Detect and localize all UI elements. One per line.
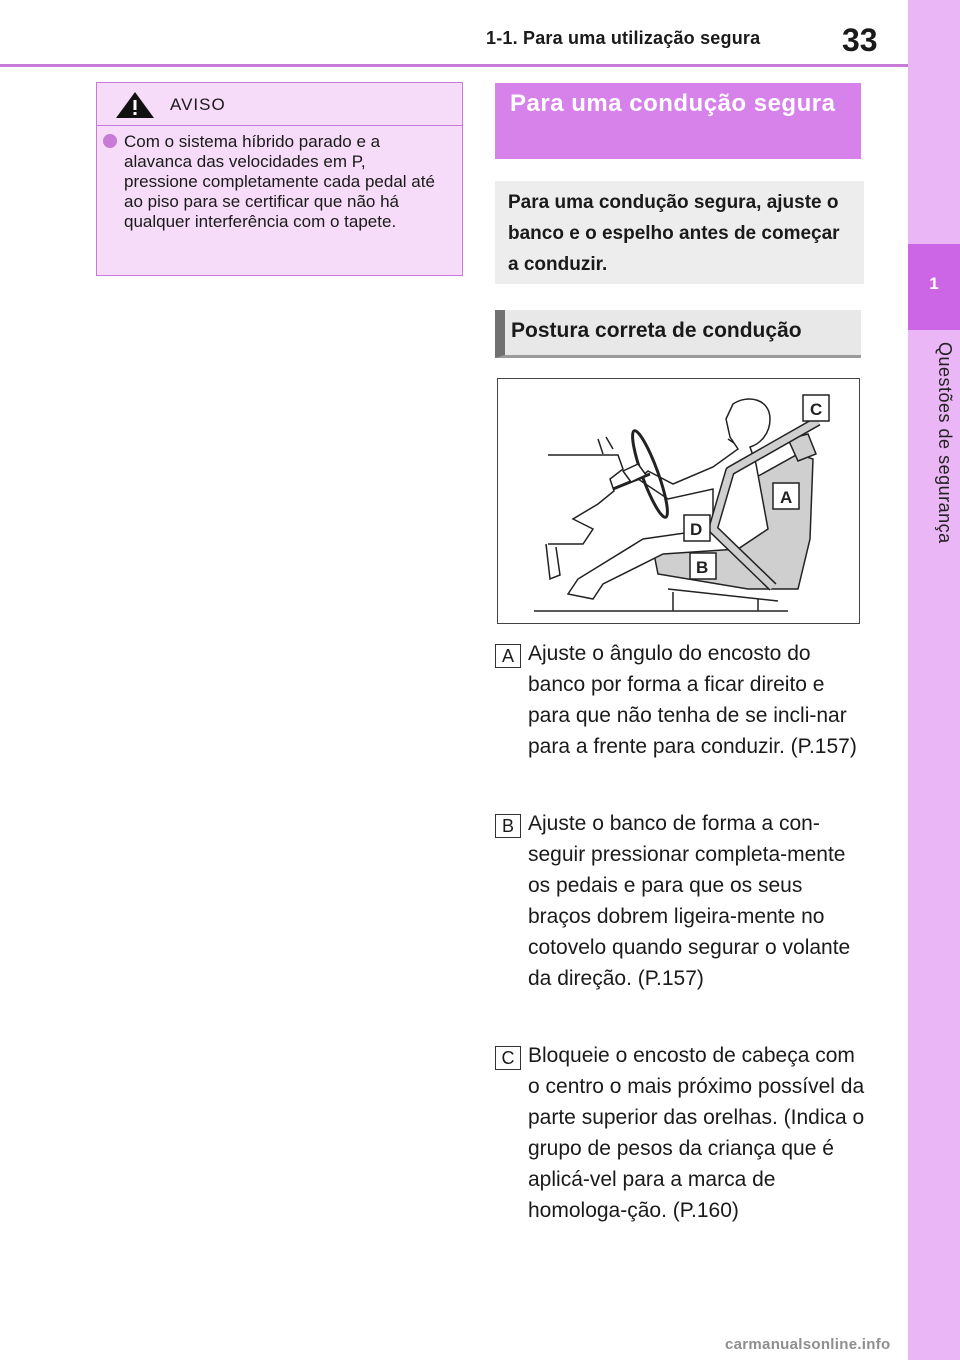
warning-triangle-icon (115, 91, 155, 119)
page-number: 33 (842, 22, 878, 58)
intro-text: Para uma condução segura, ajuste o banco e o espelho antes de começar a conduzir. (508, 192, 840, 275)
instruction-item-a (495, 638, 865, 762)
callout-a: A (780, 488, 793, 507)
instruction-item-c (495, 1040, 865, 1226)
callout-c: C (810, 400, 823, 419)
bullet-icon (103, 134, 117, 148)
callout-d: D (690, 520, 703, 539)
callout-b: B (696, 558, 709, 577)
section-title: 1-1. Para uma utilização segura (486, 28, 761, 48)
footer-watermark: carmanualsonline.info (725, 1336, 891, 1353)
item-text: Bloqueie o encosto de cabeça com o centro o mais próximo possível da parte superior das orelhas. (Indica o grupo de pesos da criança que é aplicá-vel para a marca de homologa-ção. (P.160) (528, 1044, 865, 1222)
driver-seat-drawing (498, 379, 859, 623)
item-letter: A (495, 644, 521, 668)
intro-box (495, 181, 864, 284)
item-letter: B (495, 814, 521, 838)
warning-body (97, 126, 462, 232)
warning-box (96, 82, 463, 276)
warning-text: Com o sistema híbrido parado e a alavanca das velocidades em P, pressione completamente cada pedal até ao piso para se certificar que não há qualquer interferência com o tapete. (124, 132, 435, 231)
item-letter: C (495, 1046, 521, 1070)
chapter-title: Questões de segurança (935, 342, 955, 544)
subsection-heading-text: Postura correta de condução (511, 319, 802, 342)
instruction-item-b (495, 808, 865, 994)
warning-title: AVISO (170, 95, 226, 114)
warning-header (97, 83, 462, 126)
section-heading (495, 83, 861, 159)
chapter-number: 1 (929, 274, 939, 293)
subsection-heading (495, 310, 861, 358)
item-text: Ajuste o banco de forma a con-seguir pressionar completa-mente os pedais e para que os seus braços dobrem ligeira-mente no cotovelo quando segurar o volante da direção. (P.157) (528, 812, 851, 990)
chapter-side-tab (908, 0, 960, 1360)
header-divider (0, 64, 908, 67)
item-text: Ajuste o ângulo do encosto do banco por forma a ficar direito e para que não tenha de se incli-nar para a frente para conduzir. (P.157) (528, 642, 857, 758)
driving-posture-illustration (497, 378, 860, 624)
section-heading-text: Para uma condução segura (510, 90, 836, 117)
